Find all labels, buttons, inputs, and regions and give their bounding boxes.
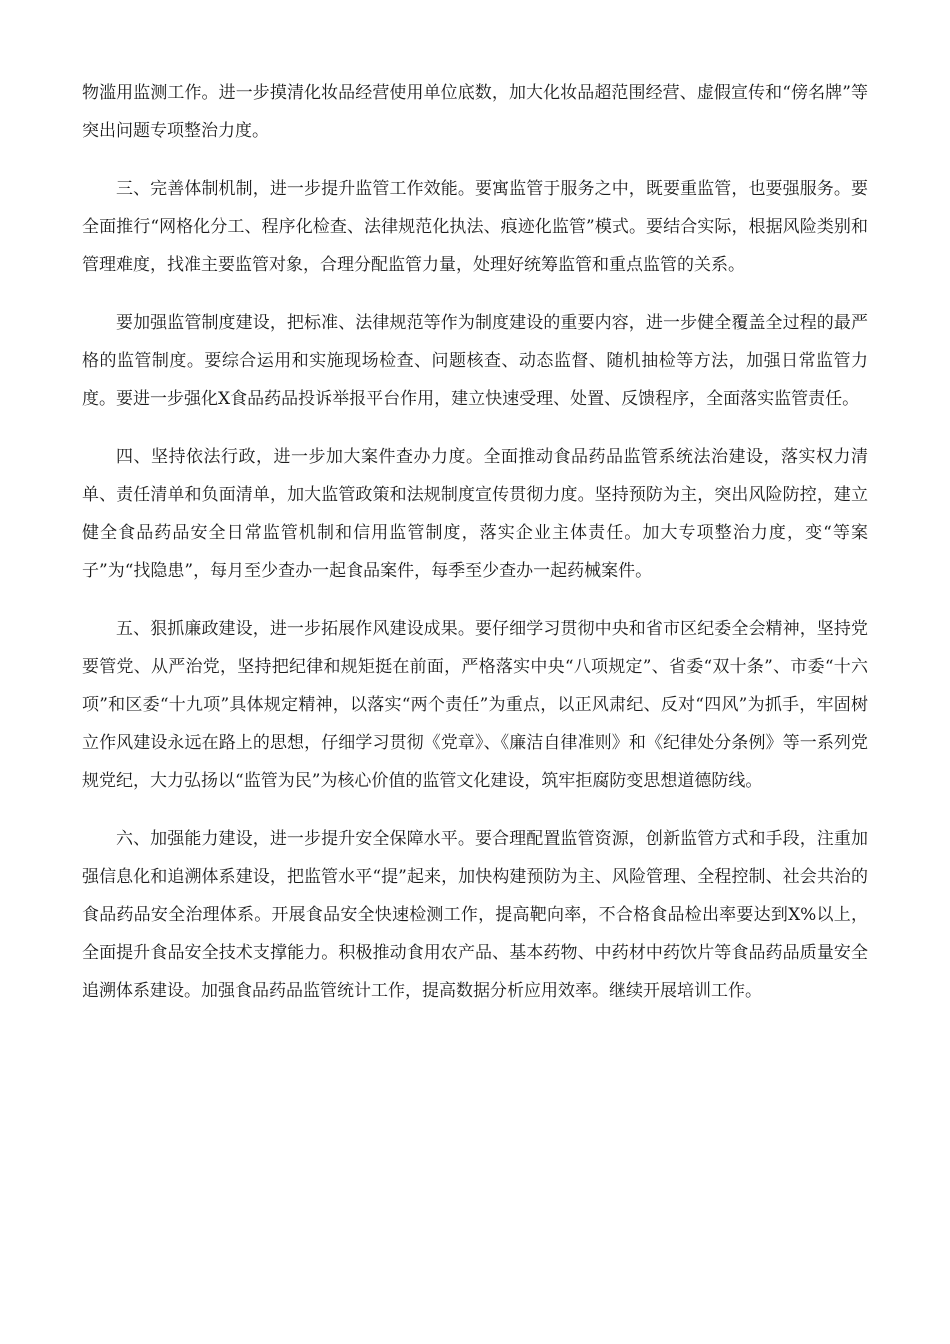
paragraph-section-3: 三、完善体制机制，进一步提升监管工作效能。要寓监管于服务之中，既要重监管，也要强服务。要全面推行“网格化分工、程序化检查、法律规范化执法、痕迹化监管”模式。要结合实际，根据风险类别和管理难度，找准主要监管对象，合理分配监管力量，处理好统筹监管和重点监管的关系。	[82, 179, 868, 275]
paragraph-section-6: 六、加强能力建设，进一步提升安全保障水平。要合理配置监管资源，创新监管方式和手段，注重加强信息化和追溯体系建设，把监管水平“提”起来，加快构建预防为主、风险管理、全程控制、社会共治的食品药品安全治理体系。开展食品安全快速检测工作，提高靶向率，不合格食品检出率要达到X%以上，全面提升食品安全技术支撑能力。积极推动食用农产品、基本药物、中药材中药饮片等食品药品质量安全追溯体系建设。加强食品药品监管统计工作，提高数据分析应用效率。继续开展培训工作。	[82, 829, 868, 1001]
document-body	[82, 74, 868, 1030]
paragraph-section-5: 五、狠抓廉政建设，进一步拓展作风建设成果。要仔细学习贯彻中央和省市区纪委全会精神，坚持党要管党、从严治党，坚持把纪律和规矩挺在前面，严格落实中央“八项规定”、省委“双十条”、市委“十六项”和区委“十九项”具体规定精神，以落实“两个责任”为重点，以正风肃纪、反对“四风”为抓手，牢固树立作风建设永远在路上的思想，仔细学习贯彻《党章》、《廉洁自律准则》和《纪律处分条例》等一系列党规党纪，大力弘扬以“监管为民”为核心价值的监管文化建设，筑牢拒腐防变思想道德防线。	[82, 619, 868, 791]
paragraph-section-4: 四、坚持依法行政，进一步加大案件查办力度。全面推动食品药品监管系统法治建设，落实权力清单、责任清单和负面清单，加大监管政策和法规制度宣传贯彻力度。坚持预防为主，突出风险防控，建立健全食品药品安全日常监管机制和信用监管制度，落实企业主体责任。加大专项整治力度，变“等案子”为“找隐患”，每月至少查办一起食品案件，每季至少查办一起药械案件。	[82, 447, 868, 581]
paragraph-supervision-system: 要加强监管制度建设，把标准、法律规范等作为制度建设的重要内容，进一步健全覆盖全过程的最严格的监管制度。要综合运用和实施现场检查、问题核查、动态监督、随机抽检等方法，加强日常监管力度。要进一步强化X食品药品投诉举报平台作用，建立快速受理、处置、反馈程序，全面落实监管责任。	[82, 313, 868, 409]
paragraph-continued: 物滥用监测工作。进一步摸清化妆品经营使用单位底数，加大化妆品超范围经营、虚假宣传和“傍名牌”等突出问题专项整治力度。	[82, 83, 868, 141]
